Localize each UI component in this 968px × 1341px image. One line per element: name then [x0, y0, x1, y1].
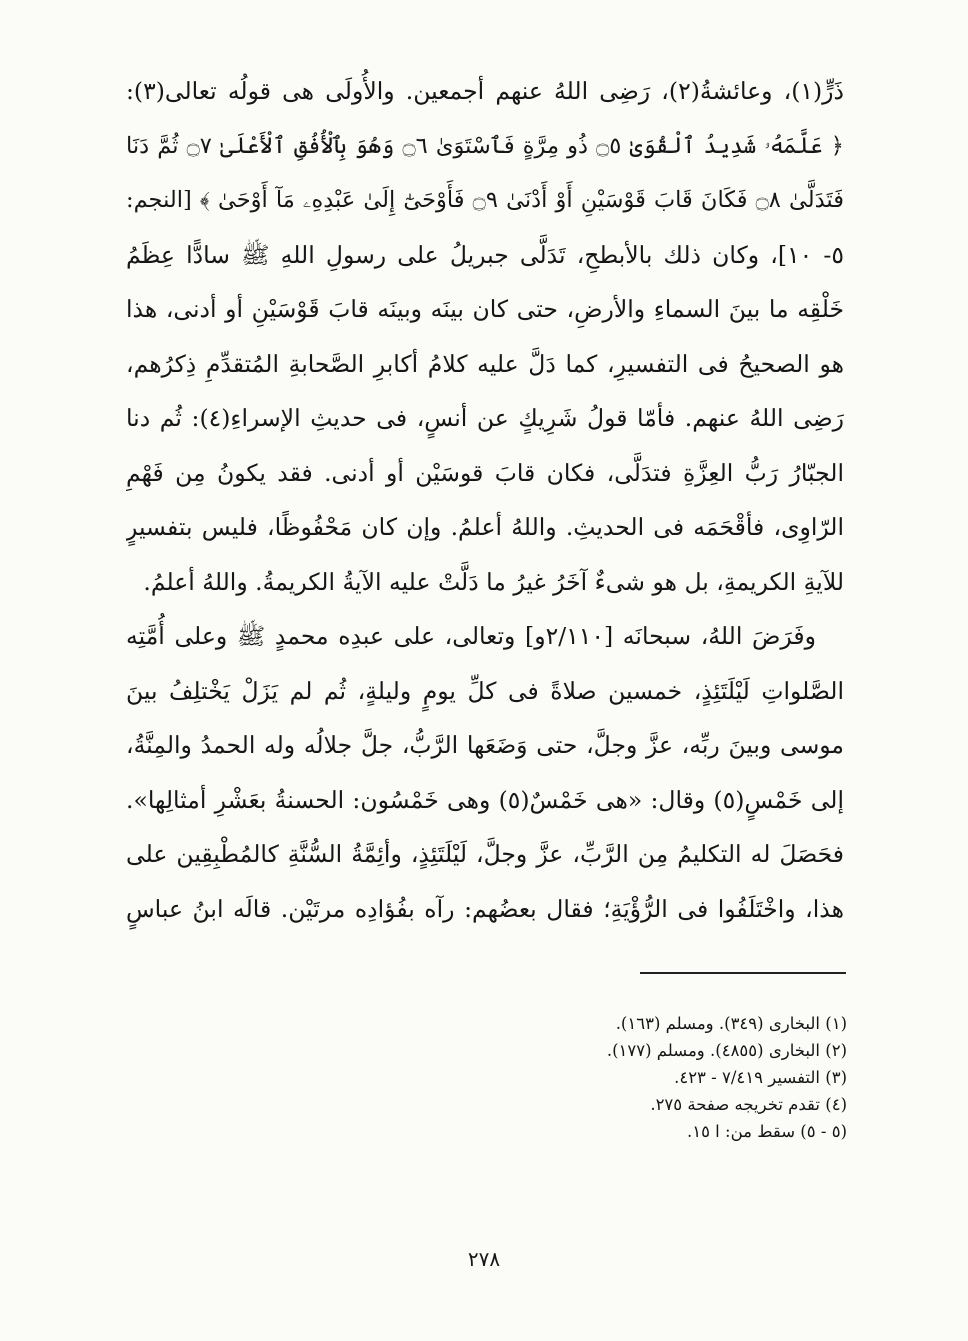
text-line: إلى خَمْسٍ(٥) وقال: «هى خَمْسٌ(٥) وهى خَمْسُون: الحسنةُ بعَشْرِ أمثالِها». — [126, 785, 844, 814]
text-line: ذَرٍّ(١)، وعائشةُ(٢)، رَضِى اللهُ عنهم أجمعين. والأُولَى هى قولُه تعالى(٣): — [126, 77, 844, 105]
text-line: رَضِى اللهُ عنهم. فأمّا قولُ شَرِيكٍ عن أنسٍ، فى حديثِ الإسراءِ(٤): ثُم دنا — [126, 404, 844, 432]
footnote-4: (٤) تقدم تخريجه صفحة ٢٧٥. — [650, 1095, 847, 1114]
text-line: هو الصحيحُ فى التفسيرِ، كما دَلَّ عليه كلامُ أكابرِ الصَّحابةِ المُتقدِّمِ ذِكرُهم، — [126, 349, 844, 378]
main-text-block — [126, 64, 844, 936]
text-line: موسى وبينَ ربِّه، عزَّ وجلَّ، حتى وَضَعَها الرَّبُّ، جلَّ جلالُه وله الحمدُ والمِنَّةُ، — [126, 731, 844, 759]
footnotes-block — [560, 1010, 847, 1145]
footnote-2: (٢) البخارى (٤٨٥٥). ومسلم (١٧٧). — [606, 1041, 847, 1060]
quran-verse-line: فَتَدَلَّىٰ ۝٨ فَكَانَ قَابَ قَوْسَيْنِ أَوْ أَدْنَىٰ ۝٩ فَأَوْحَىٰٓ إِلَىٰ عَبْدِهِۦ مَآ أَوْحَىٰ ﴾ [النجم: — [126, 187, 844, 213]
footnote-1: (١) البخارى (٣٤٩). ومسلم (١٦٣). — [615, 1014, 847, 1033]
paragraph-end-line: للآيةِ الكريمةِ، بل هو شىءٌ آخَرُ غيرُ ما دَلَّتْ عليه الآيةُ الكريمةُ. واللهُ أعلمُ. — [143, 567, 844, 596]
text-line: ٥- ١٠]، وكان ذلك بالأبطحِ، تَدَلَّى جبريلُ على رسولِ اللهِ ﷺ سادًّا عِظَمُ — [126, 240, 844, 269]
paragraph-start-line: وفَرَضَ اللهُ، سبحانَه [٢/١١٠و] وتعالى، على عبدِه محمدٍ ﷺ وعلى أُمَّتِه — [126, 622, 816, 650]
text-line: فحَصَلَ له التكليمُ مِن الرَّبِّ، عزَّ وجلَّ، لَيْلَتَئِذٍ، وأئِمَّةُ السُّنَّةِ كالمُطْبِقِين على — [126, 840, 844, 868]
text-line: الرّاوِى، فأقْحَمَه فى الحديثِ. واللهُ أعلمُ. وإن كان مَحْفُوظًا، فليس بتفسيرٍ — [126, 513, 844, 541]
text-line: الصَّلواتِ لَيْلَتَئِذٍ، خمسين صلاةً فى كلِّ يومٍ وليلةٍ، ثُم لم يَزَلْ يَخْتلِفُ بينَ — [126, 676, 844, 705]
footnote-3: (٣) التفسير ٧/٤١٩ - ٤٢٣. — [674, 1068, 847, 1087]
text-line: هذا، واخْتَلَفُوا فى الرُّؤْيَةِ؛ فقال بعضُهم: رآه بفُؤادِه مرتَيْن. قالَه ابنُ عباسٍ — [126, 894, 844, 923]
text-line: خَلْقِه ما بينَ السماءِ والأرضِ، حتى كان بينَه وبينَه قابَ قَوْسَيْنِ أو أدنى، هذا — [126, 295, 844, 323]
page-number: ٢٧٨ — [467, 1247, 501, 1271]
footnote-5: (٥ - ٥) سقط من: ا ١٥. — [686, 1122, 847, 1141]
footnote-divider — [640, 972, 846, 974]
quran-verse-line: ﴿ عَلَّمَهُۥ شَدِيدُ ٱلْقُوَىٰ ۝٥ ذُو مِرَّةٍ فَٱسْتَوَىٰ ۝٦ وَهُوَ بِٱلْأُفُقِ ٱلْأَعْلَىٰ ۝٧ ثُمَّ دَنَا — [126, 132, 844, 159]
text-line: الجبّارُ رَبُّ العِزَّةِ فتدَلَّى، فكان قابَ قوسَيْن أو أدنى. فقد يكونُ مِن فَهْمِ — [126, 458, 844, 487]
